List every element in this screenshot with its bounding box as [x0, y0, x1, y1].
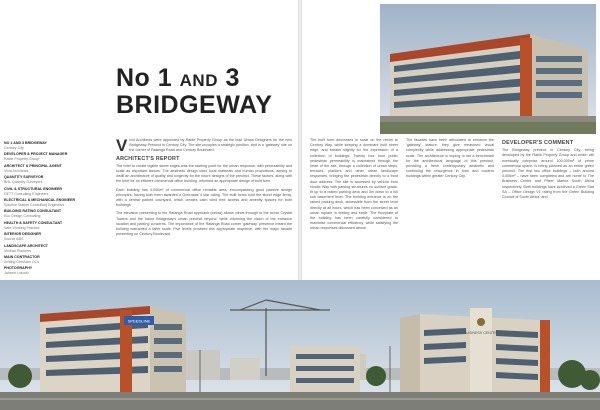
credit-role: LANDSCAPE ARCHITECT	[4, 243, 48, 248]
credit-name: Safe Working Practice	[4, 225, 40, 230]
building-photo-svg	[380, 4, 596, 134]
credit-role: BUILDING RATING CONSULTANT	[4, 209, 62, 214]
building-photo-top	[380, 4, 596, 134]
panorama-photo	[0, 280, 600, 410]
credit-name: Rabie Property Group	[4, 157, 39, 162]
right-column-3	[502, 138, 594, 203]
credit-role: PHOTOGRAPHY	[4, 266, 33, 271]
intro-paragraph: ivid Architects were appointed by Rabie Property Group as the lead Urban Designers for the new Bridgeway Precinct in Century City. The site occupies a strategic position, and is a 'gateway' site on the corner of Ratanga Road and Century Boulevard.	[129, 138, 292, 153]
credit-role: INTERIOR DESIGNER	[4, 232, 41, 237]
credit-role: NO 1 AND 3 BRIDGEWAY	[4, 141, 47, 145]
right-column-2	[406, 138, 494, 183]
credit-role: HEALTH & SAFETY CONSULTANT	[4, 220, 63, 225]
credit-name: Source ABS	[4, 237, 24, 242]
title-part-3: 3	[225, 64, 240, 92]
right-column-1	[310, 138, 398, 235]
credit-role: MAIN CONTRACTOR	[4, 255, 40, 260]
credit-name: Jahann Lukovic	[4, 271, 29, 276]
credit-name: BHL Quantity Surveyors	[4, 180, 43, 185]
report-paragraph: The elevation presenting to the Ratanga Road approach (below) allows views through to the iconic Crystal Towers and the future Bridgeway's urban precinct beyond, while informing the vision of the entrance location and parking concerns. The importance of the Ratanga Road corner 'gateway' presence meant the building warranted a taller scale. Five levels provided this appropriate response, with the major facade presenting on Century Boulevard.	[116, 211, 292, 237]
drop-cap: V	[116, 136, 128, 155]
credit-name: Inviting Cresham CCs	[4, 259, 39, 264]
credit-name: Century City	[4, 145, 24, 150]
credit-role: ARCHITECT & PRINCIPAL AGENT	[4, 163, 62, 168]
right-building-sign: BUSINESS CENTRE	[464, 331, 498, 335]
left-page	[0, 0, 298, 280]
title-part-and: AND	[179, 71, 218, 90]
left-article-column	[116, 138, 292, 240]
right-page	[302, 0, 600, 280]
credit-name: Eco Design Consulting	[4, 214, 41, 219]
body-paragraph: The facades have been articulated to enhance the 'gateway' stature; they give measured visual complexity while addressing appropriate pedestrian scale. The architecture is hoping to set a benchmark for the architectural language of this precinct, providing a fresh contemporary aesthetic and continuing the resurgence in form and modern buildings within greater Century City.	[406, 138, 494, 179]
title-bridgeway: BRIDGEWAY	[116, 91, 273, 119]
panorama-svg	[0, 280, 600, 410]
credit-name: DETT Consulting Engineers	[4, 191, 49, 196]
project-credits	[4, 141, 104, 278]
left-building-sign: SPEEDLINE	[127, 318, 151, 324]
credit-name: Vivid Architects	[4, 168, 29, 173]
article-title	[116, 66, 296, 118]
body-paragraph: The built form decreases in scale on the return to Century Way, while keeping a dominant built street edge, and breaks slightly for the expression of a collection of buildings. Twenty four hour public pedestrian permeability is maintained through the heart of the site, through a collection of urban steps, terraces, planters and other urban landscape responses, bringing the pedestrian directly to a front door address. The site is accessed by vehicle from Nordic Way with parking structures on surface grade, fit up to a raised parking deck and 3m down to a full sub basement level. The building entrance is on the raised parking deck, accessible from the street level directly at all hours, which has been conceived as an urban square in feeling and scale. The floorplate of the building has been carefully considered to maximise commercial efficiency, while satisfying the urban responses discussed above.	[310, 138, 398, 231]
credit-name: Viridian Planners	[4, 248, 32, 253]
credit-role: QUANTITY SURVEYOR	[4, 175, 44, 180]
developers-comment-heading: DEVELOPER'S COMMENT	[502, 140, 574, 146]
credit-role: CIVIL & STRUCTURAL ENGINEER	[4, 186, 62, 191]
title-part-no1: No 1	[116, 64, 173, 92]
report-paragraph: The brief to create legible street edges was the starting point for the urban response, with permeability and scale as important factors. The aesthetic design used local materials and human proportions, aiming to instill an architecture of quality and longevity for the future designs of the precinct. These factors, along with the brief for an efficient commercial office building, informed an appropriate design of built form.	[116, 163, 292, 184]
credit-name: Solution Station Consulting Engineers	[4, 202, 65, 207]
report-paragraph: Each building has 4,000m² of commercial office rentable area, encompassing good passive design principles, having both been awarded a Greenstar 4 star rating. The built forms hold the street edge firmly, with a central parked courtyard, which creates calm wind free access and amenity spaces for both buildings.	[116, 187, 292, 208]
credit-role: DEVELOPER & PROJECT MANAGER	[4, 152, 68, 157]
credit-role: ELECTRICAL & MECHANICAL ENGINEER	[4, 198, 76, 203]
developers-comment-text: The Bridgeway precinct in Century City, being developed by the Rabie Property Group and which will eventually comprise around 100,000m² of prime commercial space, is being planned as an entire green precinct. The first two office buildings – both around 4,000m² – have been completed and are home to The Business Centre and Pfizer Marine South Africa respectively. Both buildings have achieved a Green Star SA – Office Design V1 rating from the Green Building Council of South Africa, and	[502, 148, 594, 200]
architects-report-heading: ARCHITECT'S REPORT	[116, 155, 180, 162]
